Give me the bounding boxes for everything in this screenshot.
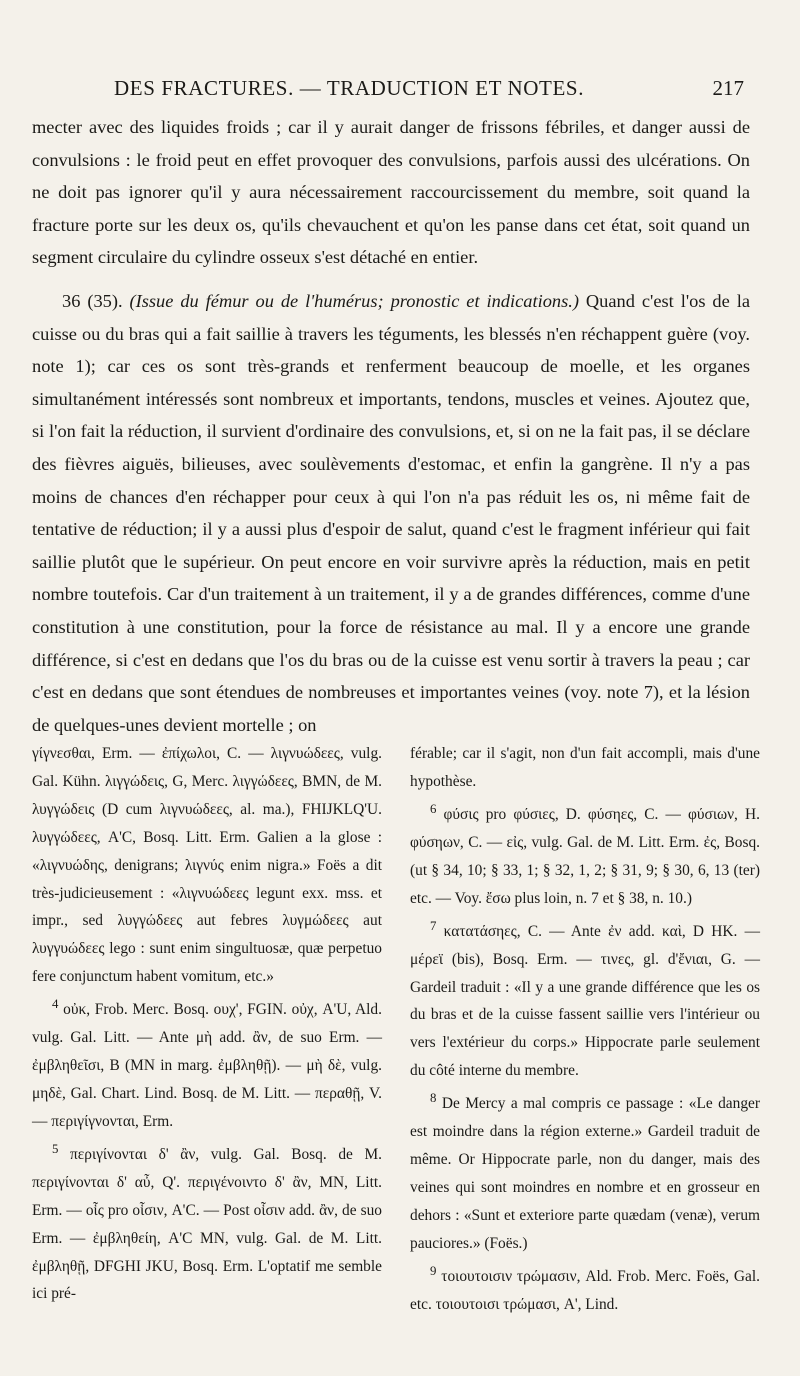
footnotes-left-column (32, 740, 382, 1308)
section-number: 36 (35). (62, 290, 123, 311)
paragraph-continuation: mecter avec des liquides froids ; car il y aurait danger de frissons fébriles, et danger aussi de convulsions : le froid peut en effet provoquer des convulsions, parfois aussi des ulcérations. On ne doit pas ignorer qu'il y aura nécessairement raccourcissement du membre, soit quand la fracture porte sur les deux os, qu'ils chevauchent et qu'on les panse dans cet état, soit quand un segment circulaire du cylindre osseux s'est détaché en entier. (32, 117, 750, 268)
footnote-text: κατατάσηες, C. — Ante ἐν add. καὶ, D HK. — μέρεϊ (bis), Bosq. Erm. — τινες, gl. d'ἔνιαι, G. — Gardeil traduit : «Il y a une grande différence que les os du bras et de la cuisse fassent saillie vers l'intérieur ou vers l'extérieur du corps.» Hippocrate parle seulement du côté interne du membre. (410, 922, 760, 1080)
footnote-mark: 5 (52, 1141, 59, 1156)
page-number: 217 (712, 76, 744, 100)
footnote-text: τοιουτοισιν τρώμασιν, Ald. Frob. Merc. Foës, Gal. etc. τοιουτοισι τρώμασι, A', Lind. (410, 1267, 760, 1313)
footnote-text: οὐκ, Frob. Merc. Bosq. ουχ', FGIN. οὐχ, A'U, Ald. vulg. Gal. Litt. — Ante μὴ add. ἂν, de suo Erm. — ἐμβληθεῖσι, B (MN in marg. ἐμβληθῇ). — μὴ δὲ, vulg. μηδὲ, Gal. Chart. Lind. Bosq. de M. Litt. — περαθῇ, V. — περιγίγνονται, Erm. (32, 1001, 382, 1130)
footnote-9 (410, 1258, 760, 1319)
footnote-8 (410, 1085, 760, 1258)
paragraph-section-36 (32, 285, 750, 741)
footnote-text: περιγίνονται δ' ἂν, vulg. Gal. Bosq. de M. περιγίνονται δ' αὖ, Q'. περιγένοιντο δ' ἂν, MN, Litt. Erm. — οἷς pro οἷσιν, A'C. — Post οἷσιν add. ἂν, de suo Erm. — ἐμβληθείη, A'C MN, vulg. Gal. de M. Litt. ἐμβληθῇ, DFGHI JKU, Bosq. Erm. L'optatif me semble ici pré- (32, 1145, 382, 1303)
section-heading: (Issue du fémur ou de l'humérus; pronostic et indications.) (129, 290, 579, 311)
footnote-text: φύσις pro φύσιες, D. φύσηες, C. — φύσιων, H. φύσηων, C. — εἰς, vulg. Gal. de M. Litt. Erm. ἐς, Bosq. (ut § 34, 10; § 33, 1; § 32, 1, 2; § 31, 9; § 30, 6, 13 (ter) etc. — Voy. ἔσω plus loin, n. 7 et § 38, n. 10.) (410, 805, 760, 907)
footnote-continuation: γίγνεσθαι, Erm. — ἐπίχωλοι, C. — λιγνυώδεες, vulg. Gal. Kühn. λιγγώδεις, G, Merc. λιγγώδεες, BMN, de M. λυγγώδεις (D cum λιγνυώδεες, al. ma.), FHIJKLQ'U. λυγγώδεες, A'C, Bosq. Litt. Erm. Galien a la glose : «λιγνυώδης, denigrans; λιγνύς enim nigra.» Foës a dit très-judicieusement : «λιγνυώδεες legunt exx. mss. et impr., sed λυγγώδεες aut febres λυγμώδεες aut λυγγυώδεες lego : sunt enim singultuosæ, quæ perpetuo fere conjunctum habent vomitum, etc.» (32, 745, 382, 986)
footnote-mark: 7 (430, 918, 437, 933)
footnote-text: De Mercy a mal compris ce passage : «Le danger est moindre dans la région externe.» Gardeil traduit de même. Or Hippocrate parle, non du danger, mais des veines qui sont moindres en nombre et en grosseur en dehors : «Sunt et exteriore parte quædam (venæ), verum pauciores.» (Foës.) (410, 1095, 760, 1252)
footnote-5 (32, 1136, 382, 1309)
footnote-4 (32, 991, 382, 1136)
main-text (32, 111, 750, 741)
footnote-continuation: férable; car il s'agit, non d'un fait accompli, mais d'une hypothèse. (410, 745, 760, 790)
footnote-mark: 9 (430, 1263, 437, 1278)
page-header (114, 76, 744, 106)
footnote-mark: 8 (430, 1091, 437, 1106)
footnote-mark: 4 (52, 997, 59, 1012)
footnote-7 (410, 913, 760, 1086)
footnotes (32, 740, 760, 1350)
footnote-mark: 6 (430, 801, 437, 816)
section-body: Quand c'est l'os de la cuisse ou du bras qui a fait saillie à travers les téguments, les blessés n'en réchappent guère (voy. note 1); car ces os sont très-grands et renferment beaucoup de moelle, et les organes simultanément intéressés sont nombreux et importants, tendons, muscles et veines. Ajoutez que, si l'on fait la réduction, il survient d'ordinaire des convulsions, et, si on ne la fait pas, il se déclare des fièvres aiguës, bilieuses, avec soulèvements d'estomac, et enfin la gangrène. Il n'y a pas moins de chances d'en réchapper pour ceux à qui l'on n'a pas réduit les os, ni même fait de tentative de réduction; il y a aussi plus d'espoir de salut, quand c'est le fragment inférieur qui fait saillie plutôt que le supérieur. On peut encore en voir survivre après la réduction, mais en petit nombre toutefois. Car d'un traitement à un traitement, il y a de grandes différences, comme d'une constitution à une constitution, pour la force de résistance au mal. Il y a encore une grande différence, si c'est en dedans que l'os du bras ou de la cuisse est venu sortir à travers la peau ; car c'est en dedans que sont étendues de nombreuses et importantes veines (voy. note 7), et la lésion de quelques-unes devient mortelle ; on (32, 290, 750, 735)
footnotes-right-column (410, 740, 760, 1319)
running-title: DES FRACTURES. — TRADUCTION ET NOTES. (114, 76, 585, 100)
footnote-6 (410, 796, 760, 913)
